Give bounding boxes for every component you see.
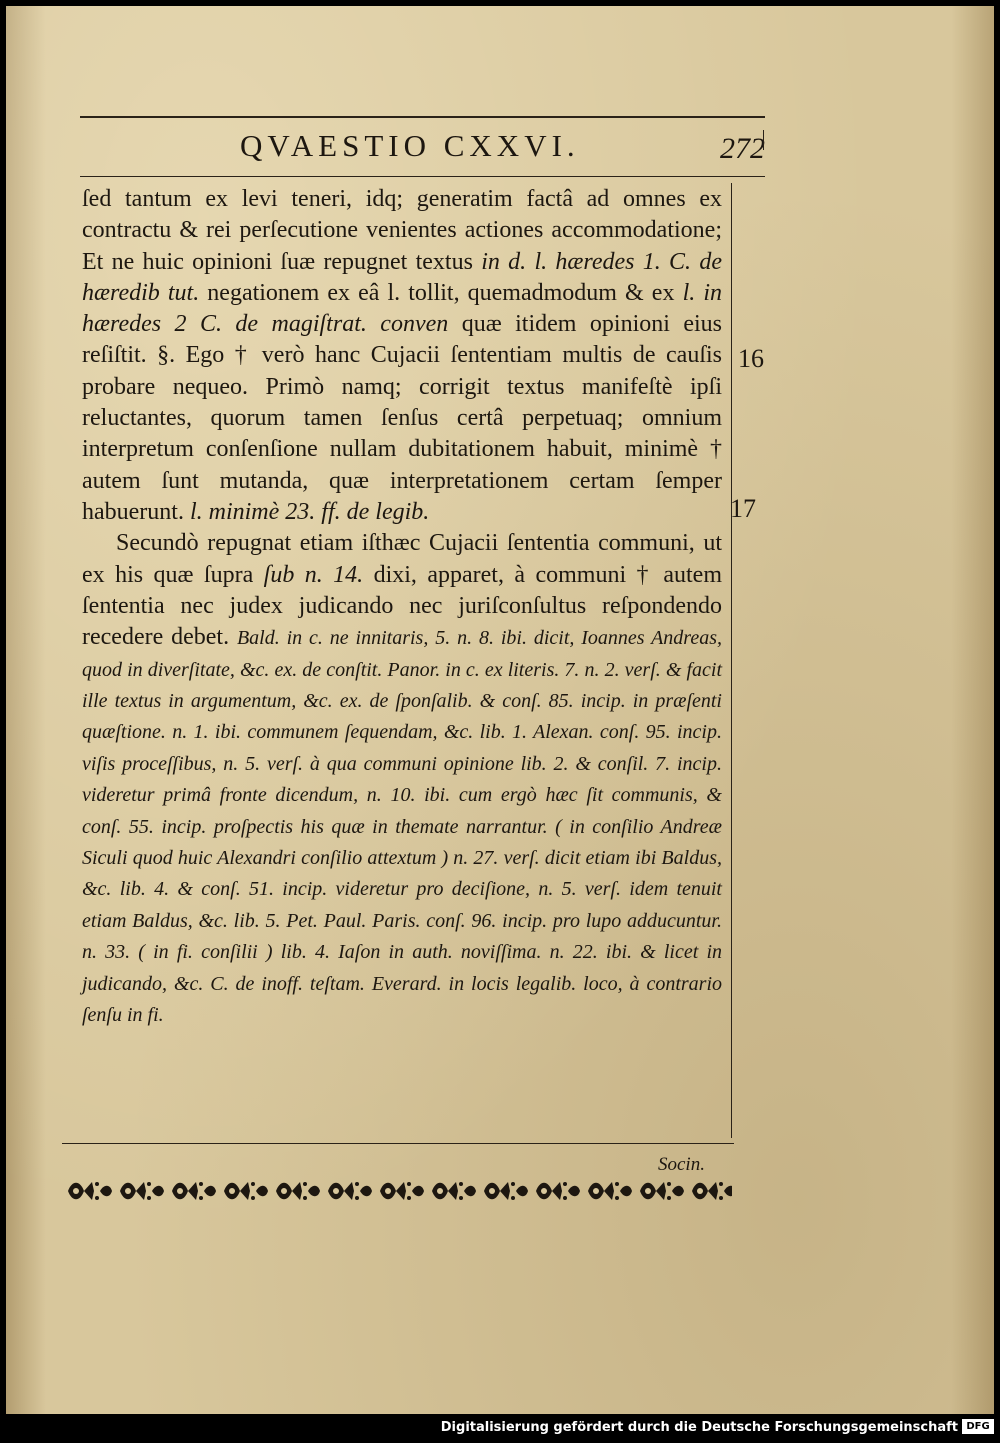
running-head: QVAESTIO CXXVI. bbox=[240, 128, 580, 163]
footer-credit: Digitalisierung gefördert durch die Deutsche Forschungsgemeinschaft bbox=[440, 1420, 958, 1435]
main-text-block bbox=[82, 184, 722, 1030]
page-number: 272 bbox=[720, 132, 765, 165]
header-side-rule bbox=[763, 130, 764, 150]
citation-2: l. in hæredes 2 C. de magiſtrat. conven bbox=[82, 279, 722, 338]
citation-4: ſub n. 14. bbox=[263, 561, 364, 588]
paragraph-1-text-3: quæ itidem opinioni eius reſiſtit. §. Ego † verò hanc Cujacii ſententiam multis de cauſis probare nequeo. Primò namq; corrigit textus manifeſtè ipſi reluctantes, quorum tamen ſenſus certâ perpetuaq; omnium interpretum conſenſione nullam dubitationem habuit, minimè † autem ſunt mutanda, quæ interpretationem certam ſemper habuerunt. bbox=[82, 311, 722, 525]
citation-block: Bald. in c. ne innitaris, 5. n. 8. ibi. dicit, Ioannes Andreas, quod in diverſitate, &c. ex. de conſtit. Panor. in c. ex literis. 7. n. 2. verſ. & facit ille textus in argumentum, &c. ex. de ſponſalib. & conſ. 85. incip. in præſenti quæſtione. n. 1. ibi. communem ſequendam, &c. lib. 1. Alexan. conſ. 95. incip. viſis proceſſibus, n. 5. verſ. à qua communi opinione lib. 2. & conſil. 7. incip. videretur primâ fronte dicendum, n. 10. ibi. cum ergò hæc ſit communis, & conſ. 55. incip. proſpectis his quæ in themate narrantur. ( in conſilio Andreæ Siculi quod huic Alexandri conſilio attextum ) n. 27. verſ. dicit etiam ibi Baldus, &c. lib. 4. & conſ. 51. incip. videretur pro deciſione, n. 5. verſ. idem tenuit etiam Baldus, &c. lib. 5. Pet. Paul. Paris. conſ. 96. incip. pro lupo adducuntur. n. 33. ( in fi. conſilii ) lib. 4. Iaſon in auth. noviſſima. n. 22. ibi. & licet in judicando, &c. C. de inoff. teſtam. Everard. in locis legalib. loco, à contrario ſenſu in fi. bbox=[82, 627, 722, 1027]
citation-1: in d. l. hæredes 1. C. de hæredib tut. bbox=[82, 248, 722, 306]
ornament-band bbox=[64, 1174, 732, 1208]
paragraph-2-text-1: Secundò repugnat etiam iſthæc Cujacii ſententia communi, ut ex his quæ ſupra bbox=[82, 530, 722, 588]
dfg-logo: DFG bbox=[962, 1419, 994, 1434]
paragraph-1-text-1: ſed tantum ex levi teneri, idq; generatim factâ ad omnes ex contractu & rei perſecutione venientes actiones accommodatione; Et ne huic opinioni ſuæ repugnet textus bbox=[82, 186, 722, 275]
margin-number-17: 17 bbox=[730, 494, 756, 523]
paragraph-1-text-2: negationem ex eâ l. tollit, quemadmodum & ex bbox=[199, 279, 683, 306]
header-rule-bottom bbox=[80, 176, 765, 177]
paragraph-1 bbox=[82, 184, 722, 528]
citation-3: l. minimè 23. ff. de legib. bbox=[189, 498, 430, 525]
paragraph-2-text-2: dixi, apparet, à communi † autem ſententia nec judex judicando nec juriſconſultus reſpondendo recedere debet. bbox=[82, 561, 723, 651]
paragraph-2 bbox=[82, 528, 722, 1030]
header-rule-top bbox=[80, 116, 765, 118]
catchword: Socin. bbox=[658, 1154, 705, 1175]
text-column-border bbox=[731, 183, 732, 1138]
ornament-pattern-icon bbox=[64, 1174, 732, 1208]
footer-rule bbox=[62, 1143, 734, 1144]
margin-number-16: 16 bbox=[738, 344, 764, 373]
